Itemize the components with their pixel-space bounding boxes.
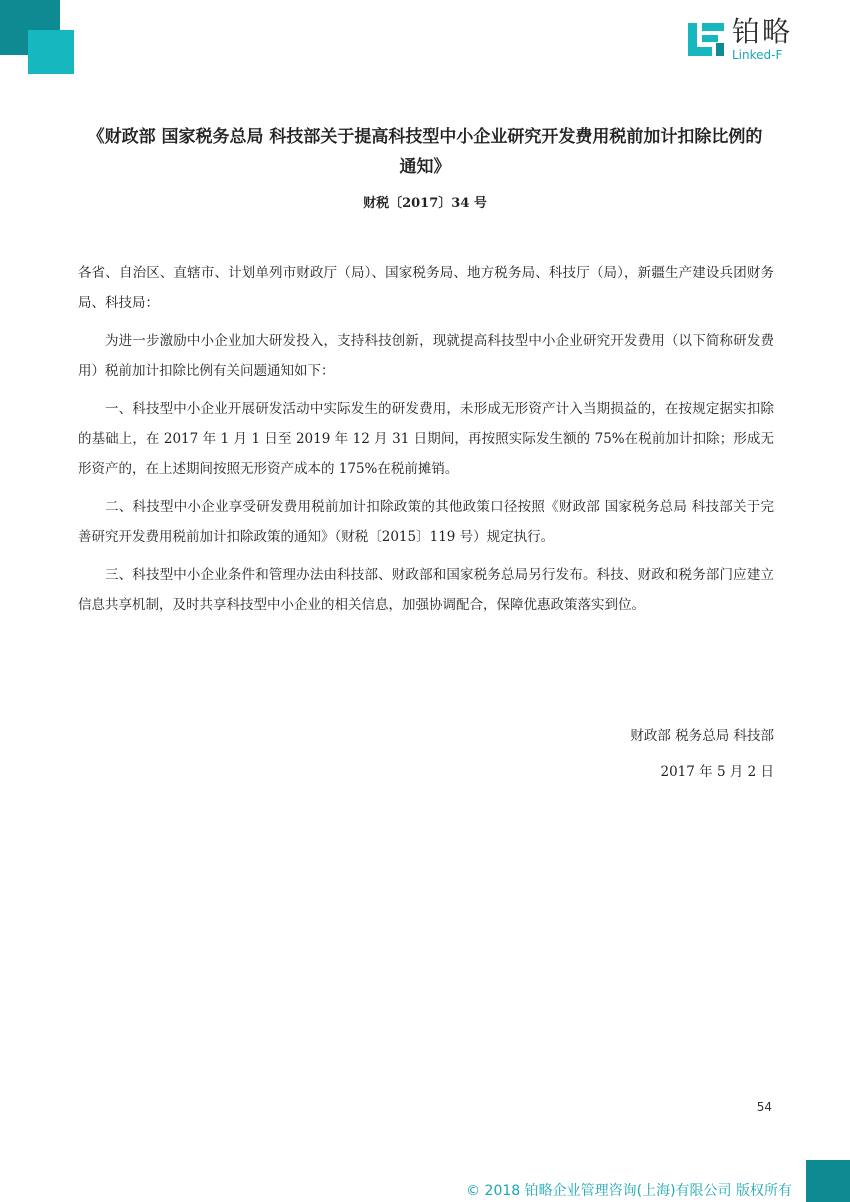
addressee-paragraph: 各省、自治区、直辖市、计划单列市财政厅（局）、国家税务局、地方税务局、科技厅（局），新疆生产建设兵团财务局、科技局： (78, 265, 774, 311)
document-number: 财税〔2017〕34 号 (363, 196, 487, 211)
brand-logo (686, 15, 792, 62)
page-number: 54 (756, 1100, 772, 1114)
footer-decoration (806, 1160, 850, 1202)
body-paragraph: 三、科技型中小企业条件和管理办法由科技部、财政部和国家税务总局另行发布。科技、财政和税务部门应建立信息共享机制，及时共享科技型中小企业的相关信息，加强协调配合，保障优惠政策落实到位。 (78, 567, 774, 613)
logo-english-text: Linked-F (731, 48, 783, 62)
signature-date: 2017 年 5 月 2 日 (660, 764, 774, 780)
corner-decoration-light (28, 30, 74, 74)
signature-organizations: 财政部 税务总局 科技部 (630, 728, 774, 744)
logo-chinese-text: 铂略 (731, 15, 792, 48)
document-title: 《财政部 国家税务总局 科技部关于提高科技型中小企业研究开发费用税前加计扣除比例的通知》 (87, 127, 763, 177)
body-paragraph: 为进一步激励中小企业加大研发投入，支持科技创新，现就提高科技型中小企业研究开发费用（以下简称研发费用）税前加计扣除比例有关问题通知如下： (78, 333, 774, 379)
body-paragraph: 一、科技型中小企业开展研发活动中实际发生的研发费用，未形成无形资产计入当期损益的，在按规定据实扣除的基础上，在 2017 年 1 月 1 日至 2019 年 12 月 31 日期间，再按照实际发生额的 75%在税前加计扣除；形成无形资产的，在上述期间按照无形资产成本的 175%在税前摊销。 (78, 401, 774, 477)
logo-mark-icon (686, 21, 726, 59)
footer-copyright: © 2018 铂略企业管理咨询(上海)有限公司 版权所有 (466, 1183, 792, 1199)
document-body (78, 258, 774, 628)
body-paragraph: 二、科技型中小企业享受研发费用税前加计扣除政策的其他政策口径按照《财政部 国家税务总局 科技部关于完善研究开发费用税前加计扣除政策的通知》（财税〔2015〕119 号）规定执行。 (78, 499, 774, 545)
